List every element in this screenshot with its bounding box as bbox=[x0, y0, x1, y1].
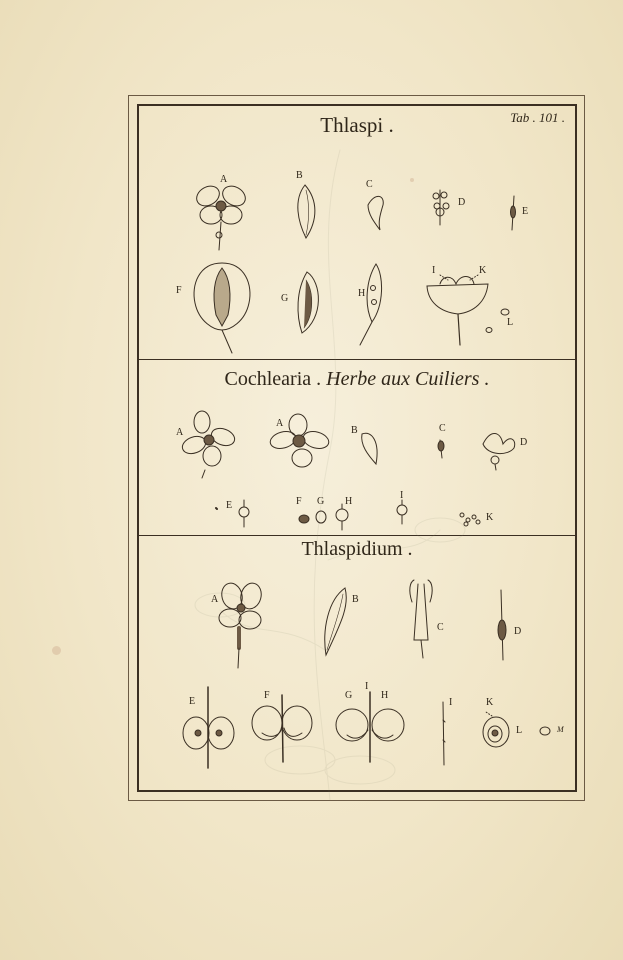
figure-label: I bbox=[449, 697, 453, 708]
thlaspi-pistil-e-image bbox=[511, 196, 516, 230]
figure-label: F bbox=[176, 285, 182, 296]
figure-label: M bbox=[557, 725, 564, 734]
figure-label: E bbox=[226, 500, 233, 511]
thlaspidium-stalk-i-image bbox=[443, 702, 445, 765]
cochlearia-stamen-c-image bbox=[438, 440, 444, 458]
thlaspi-petal-c-image bbox=[368, 196, 383, 230]
figure-label: L bbox=[516, 725, 523, 736]
ghost-plant-image bbox=[195, 150, 465, 800]
figure-label: B bbox=[351, 425, 358, 436]
figure-label: F bbox=[296, 496, 302, 507]
thlaspidium-pistil-d-image bbox=[498, 590, 506, 660]
figure-label: I bbox=[432, 265, 436, 276]
plate-number: Tab . 101 . bbox=[510, 110, 565, 125]
figure-label: E bbox=[189, 696, 196, 707]
figure-label: I bbox=[400, 490, 404, 501]
figure-label: G bbox=[281, 293, 289, 304]
figure-label: A bbox=[211, 594, 219, 605]
thlaspi-flower-a-image bbox=[193, 182, 249, 250]
figure-label: D bbox=[514, 626, 522, 637]
figure-label: H bbox=[381, 690, 389, 701]
thlaspi-opened-silicle-ik-image bbox=[427, 275, 509, 345]
figure-label: L bbox=[507, 317, 514, 328]
cochlearia-small-parts-image bbox=[216, 500, 480, 530]
figure-label: H bbox=[358, 288, 366, 299]
figure-label: H bbox=[345, 496, 353, 507]
figure-label: A bbox=[220, 174, 228, 185]
figure-label: C bbox=[437, 622, 444, 633]
thlaspidium-calyx-c-image bbox=[410, 580, 432, 658]
figure-label: K bbox=[486, 697, 494, 708]
figure-label: G bbox=[317, 496, 325, 507]
figure-label: C bbox=[366, 179, 373, 190]
cochlearia-calyx-d-image bbox=[483, 434, 515, 471]
title-text: Thlaspidium . bbox=[301, 538, 413, 560]
cochlearia-flower-a-image bbox=[180, 411, 237, 478]
thlaspidium-fruit-e-image bbox=[183, 687, 234, 768]
thlaspidium-seed-kl-image bbox=[483, 712, 550, 747]
figure-label: E bbox=[522, 206, 529, 217]
cochlearia-petal-b-image bbox=[362, 433, 377, 464]
thlaspi-stamens-d-image bbox=[433, 190, 449, 225]
figure-label: A bbox=[176, 427, 184, 438]
title-text: Cochlearia . bbox=[224, 368, 322, 390]
figure-label: D bbox=[458, 197, 466, 208]
thlaspi-valve-g-image bbox=[298, 272, 318, 333]
figure-label: K bbox=[479, 265, 487, 276]
figure-label: A bbox=[276, 418, 284, 429]
figure-label: F bbox=[264, 690, 270, 701]
figure-label: B bbox=[352, 594, 359, 605]
thlaspi-petal-b-image bbox=[298, 185, 315, 238]
cochlearia-flower-a2-image bbox=[268, 414, 330, 467]
figure-label: D bbox=[520, 437, 528, 448]
thlaspi-pod-h-image bbox=[360, 264, 382, 345]
title-subtitle: Herbe aux Cuiliers . bbox=[326, 368, 490, 390]
figure-label: B bbox=[296, 170, 303, 181]
title-text: Thlaspi . bbox=[320, 113, 394, 137]
thlaspi-silicle-f-image bbox=[194, 263, 250, 353]
thlaspidium-fruit-f-image bbox=[252, 695, 312, 762]
figure-label: K bbox=[486, 512, 494, 523]
figure-label: G bbox=[345, 690, 353, 701]
thlaspidium-petal-b-image bbox=[325, 588, 346, 655]
thlaspidium-fruit-gih-image bbox=[336, 692, 404, 762]
figure-label: C bbox=[439, 423, 446, 434]
figure-label: I bbox=[365, 681, 369, 692]
